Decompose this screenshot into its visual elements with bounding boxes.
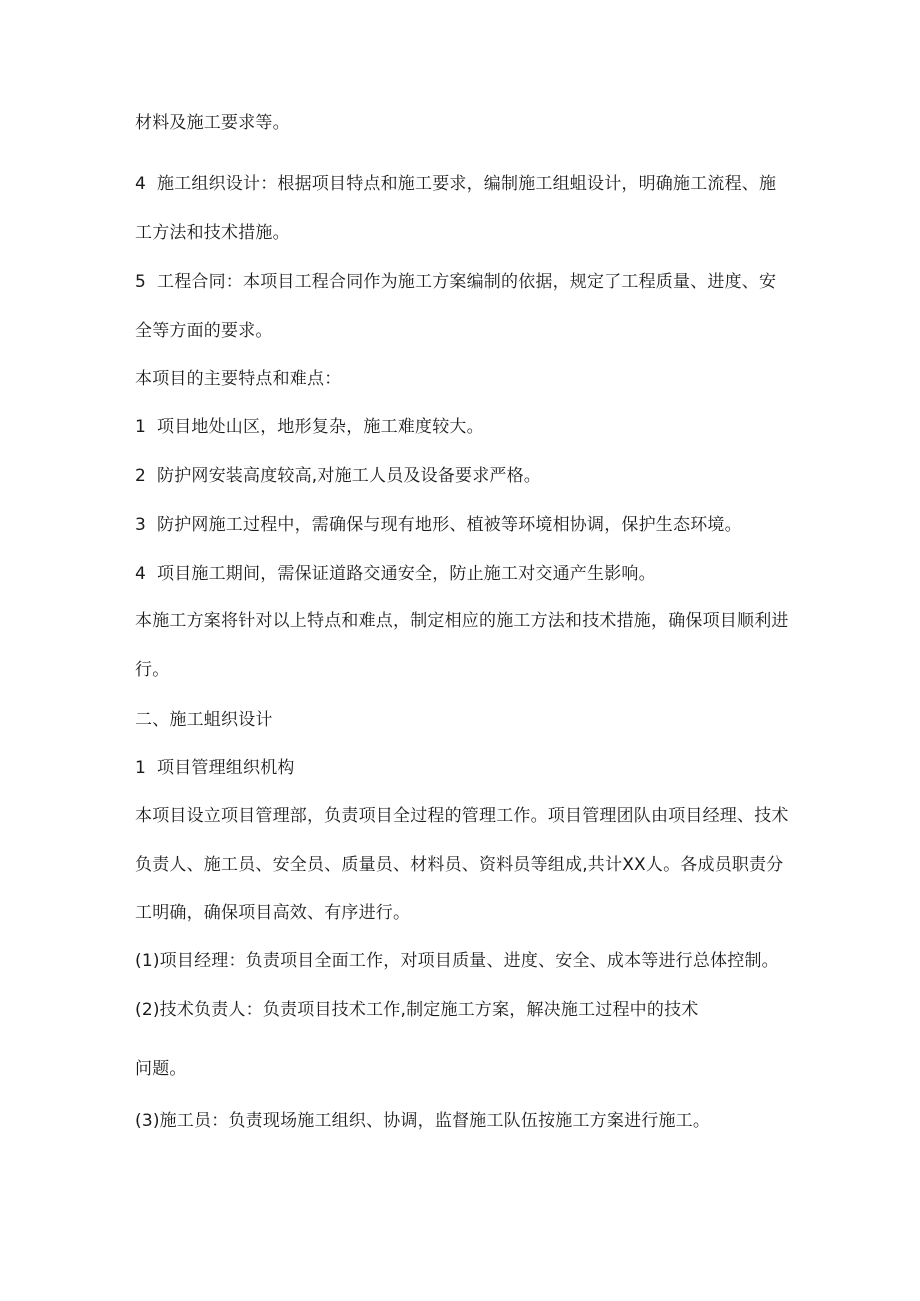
item-text: 防护网施工过程中，需确保与现有地形、植被等环境相协调，保护生态环境。: [157, 515, 742, 535]
text-line: 材料及施工要求等。: [135, 113, 290, 133]
item-text: 防护网安装高度较高,对施工人员及设备要求严格。: [157, 466, 542, 486]
item-number: 3: [135, 515, 147, 535]
role-item: (1)项目经理：负责项目全面工作，对项目质量、进度、安全、成本等进行总体控制。: [135, 951, 779, 971]
item-text: 项目管理组织机构: [157, 758, 295, 778]
numbered-item: [135, 514, 742, 536]
numbered-item: [135, 416, 484, 438]
item-text: 项目地处山区，地形复杂，施工难度较大。: [157, 417, 484, 437]
text-line: 负责人、施工员、安全员、质量员、材料员、资料员等组成,共计XX人。各成员职责分: [135, 855, 784, 875]
numbered-item: [135, 563, 656, 585]
item-text: 施工组织设计：根据项目特点和施工要求，编制施工组蛆设计，明确施工流程、施: [157, 174, 777, 194]
numbered-item: [135, 173, 776, 195]
item-number: 1: [135, 417, 147, 437]
text-line: 问题。: [135, 1059, 187, 1079]
role-item: (3)施工员：负责现场施工组织、协调，监督施工队伍按施工方案进行施工。: [135, 1111, 711, 1131]
text-line: 工方法和技术措施。: [135, 223, 290, 243]
role-item: (2)技术负责人：负责项目技术工作,制定施工方案，解决施工过程中的技术: [135, 1000, 699, 1020]
text-line: 工明确，确保项目高效、有序进行。: [135, 903, 411, 923]
section-intro: 本项目的主要特点和难点：: [135, 369, 342, 389]
text-line: 本项目设立项目管理部，负责项目全过程的管理工作。项目管理团队由项目经理、技术: [135, 806, 789, 826]
item-text: 项目施工期间，需保证道路交通安全，防止施工对交通产生影响。: [157, 564, 656, 584]
item-number: 2: [135, 466, 147, 486]
item-number: 4: [135, 564, 147, 584]
numbered-item: [135, 757, 295, 779]
section-heading: 二、施工蛆织设计: [135, 710, 273, 730]
item-text: 工程合同：本项目工程合同作为施工方案编制的依据，规定了工程质量、进度、安: [157, 272, 777, 292]
item-number: 5: [135, 272, 147, 292]
numbered-item: [135, 465, 541, 487]
item-number: 1: [135, 758, 147, 778]
text-line: 全等方面的要求。: [135, 321, 273, 341]
text-line: 本施工方案将针对以上特点和难点，制定相应的施工方法和技术措施，确保项目顺利进: [135, 611, 789, 631]
numbered-item: [135, 271, 776, 293]
text-line: 行。: [135, 660, 170, 680]
item-number: 4: [135, 174, 147, 194]
